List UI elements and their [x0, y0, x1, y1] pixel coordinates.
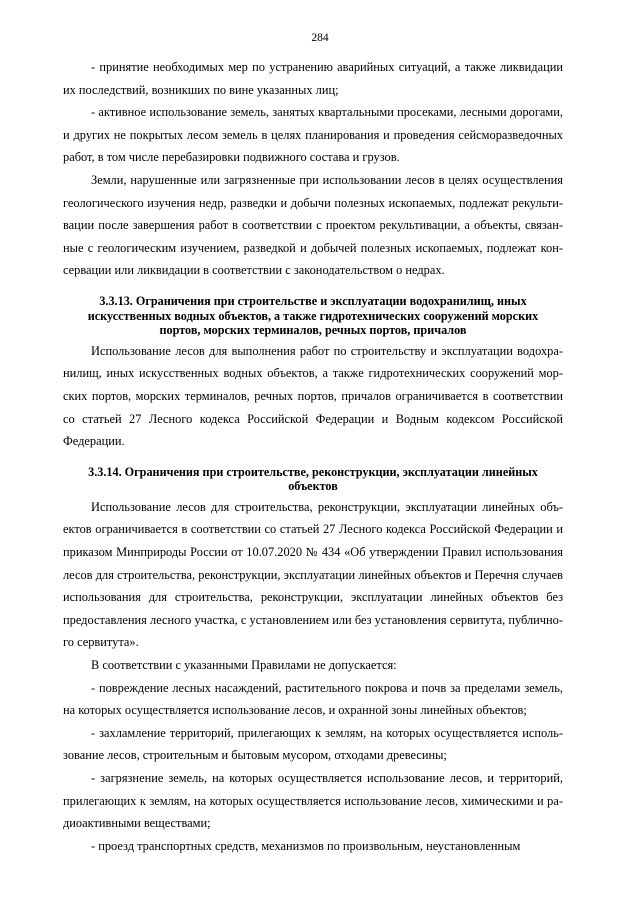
paragraph-linear-objects: Использование лесов для строительства, реконструкции, эксплуатации линейных объектов ограничивается в соответствии со статьей 27 Лесного кодекса Российской Федерации и приказом Минприроды России от 10.07.2020 № 434 «Об утверждении Правил использования лесов для строительства, реконструкции, эксплуатации линейных объектов и Перечня случаев использования для строительства, реконструкции, эксплуатации линейных объектов без предоставления лесного участка, с установлением или без установления сервитута, публичного сервитута».: [63, 499, 563, 650]
paragraph-water-objects: Использование лесов для выполнения работ по строительству и эксплуатации водохранилищ, иных искусственных водных объектов, а также гидротехнических сооружений морских портов, морских терминалов, речных портов, причалов ограничивается в соответствии со статьей 27 Лесного кодекса Российской Федерации и Водным кодексом Российской Федерации.: [63, 343, 563, 449]
bullet-emergency-measures: - принятие необходимых мер по устранению аварийных ситуаций, а также ликвидации их последствий, возникших по вине указанных лиц;: [63, 60, 563, 97]
bullet-pollution: - загрязнение земель, на которых осуществляется использование лесов, и территорий, прилегающих к землям, на которых осуществляется использование лесов, химическими и радиоактивными веществами;: [63, 771, 563, 831]
page-number: 284: [311, 32, 329, 44]
bullet-vehicle-passage: - проезд транспортных средств, механизмов по произвольным, неустановленным: [91, 838, 521, 853]
bullet-land-use-seismic: - активное использование земель, занятых квартальными просеками, лесными дорогами, и других не покрытых лесом земель в целях планирования и проведения сейсморазведочных работ, в том числе перебазировки подвижного состава и грузов.: [63, 105, 563, 165]
bullet-damage-plantings: - повреждение лесных насаждений, растительного покрова и почв за пределами земель, на которых осуществляется использование лесов, и охранной зоны линейных объектов;: [63, 680, 563, 718]
heading-3-3-13: 3.3.13. Ограничения при строительстве и эксплуатации водохранилищ, иных искусственных водных объектов, а также гидротехнических сооружений морских портов, морских терминалов, речных портов, причалов: [87, 293, 539, 338]
bullet-littering: - захламление территорий, прилегающих к землям, на которых осуществляется использование лесов, строительным и бытовым мусором, отходами древесины;: [63, 725, 563, 763]
paragraph-reclamation: Земли, нарушенные или загрязненные при использовании лесов в целях осуществления геологического изучения недр, разведки и добычи полезных ископаемых, подлежат рекультивации после завершения работ в соответствии с проектом рекультивации, а объекты, связанные с геологическим изучением, разведкой и добычей полезных ископаемых, подлежат консервации или ликвидации в соответствии с законодательством о недрах.: [63, 172, 563, 278]
paragraph-not-allowed-intro: В соответствии с указанными Правилами не допускается:: [91, 658, 397, 673]
page-content: [63, 56, 563, 857]
heading-3-3-14: 3.3.14. Ограничения при строительстве, реконструкции, эксплуатации линейных объектов: [88, 464, 538, 494]
